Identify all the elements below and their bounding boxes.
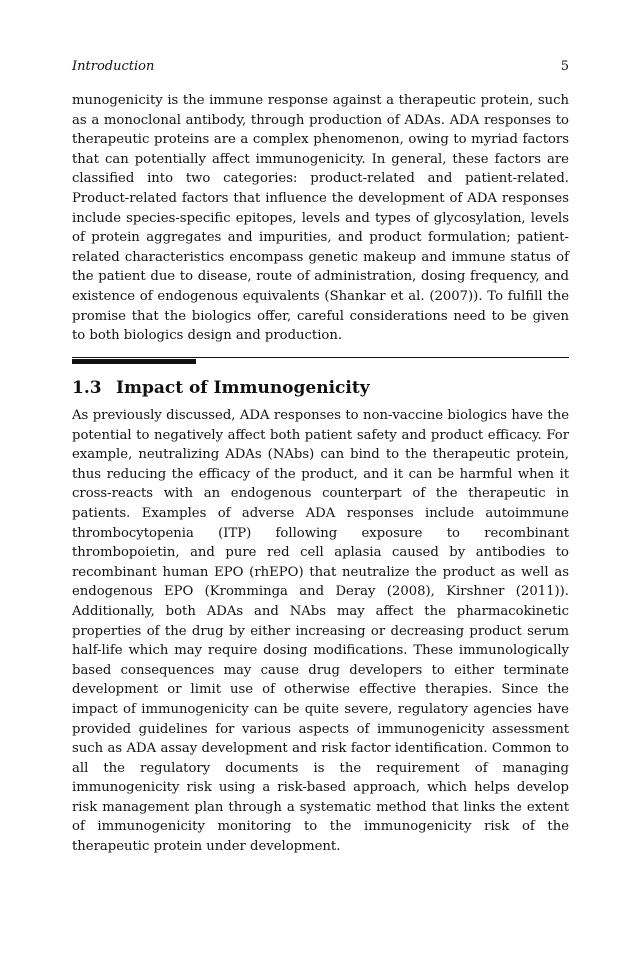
body-paragraph: As previously discussed, ADA responses to non-vaccine biologics have the potential to negatively affect both patient safety and product efficacy. For example, neutralizing ADAs (NAbs) can bind to the therapeutic protein, thus reducing the efficacy of the product, and it can be harmful when it cross-reacts with an endogenous counterpart of the therapeutic in patients. Examples of adverse ADA responses include autoimmune thrombocytopenia (ITP) following exposure to recombinant thrombopoietin, and pure red cell aplasia caused by antibodies to recombinant human EPO (rhEPO) that neutralize the product as well as endogenous EPO (Kromminga and Deray (2008), Kirshner (2011)). Additionally, both ADAs and NAbs may affect the pharmacokinetic properties of the drug by either increasing or decreasing product serum half-life which may require dosing modifications. These immunologically based consequences may cause drug developers to either terminate development or limit use of otherwise effective therapies. Since the impact of immunogenicity can be quite severe, regulatory agencies have provided guidelines for various aspects of immunogenicity assessment such as ADA assay development and risk factor identification. Common to all the regulatory documents is the requirement of managing immunogenicity risk using a risk-based approach, which helps develop risk management plan through a systematic method that links the extent of immunogenicity monitoring to the immunogenicity risk of the therapeutic protein under development. (72, 408, 569, 855)
page-number: 5 (560, 59, 569, 74)
body-paragraph-continued: munogenicity is the immune response against a therapeutic protein, such as a monoclonal antibody, through production of ADAs. ADA responses to therapeutic proteins are a complex phenomenon, owing to myriad factors that can potentially affect immunogenicity. In general, these factors are classified into two categories: product-related and patient-related. Product-related factors that influence the development of ADA responses include species-specific epitopes, levels and types of glycosylation, levels of protein aggregates and impurities, and product formulation; patient-related characteristics encompass genetic makeup and immune status of the patient due to disease, route of administration, dosing frequency, and existence of endogenous equivalents (Shankar et al. (2007)). To fulfill the promise that the biologics offer, careful considerations need to be given to both biologics design and production. (72, 93, 569, 344)
section-title: Impact of Immunogenicity (116, 378, 370, 398)
section-rule-accent (72, 359, 196, 364)
book-page (72, 0, 569, 957)
section-rule (72, 357, 569, 358)
running-header (72, 58, 569, 76)
section-heading (72, 376, 569, 400)
running-title: Introduction (72, 59, 155, 74)
section-number: 1.3 (72, 378, 102, 398)
